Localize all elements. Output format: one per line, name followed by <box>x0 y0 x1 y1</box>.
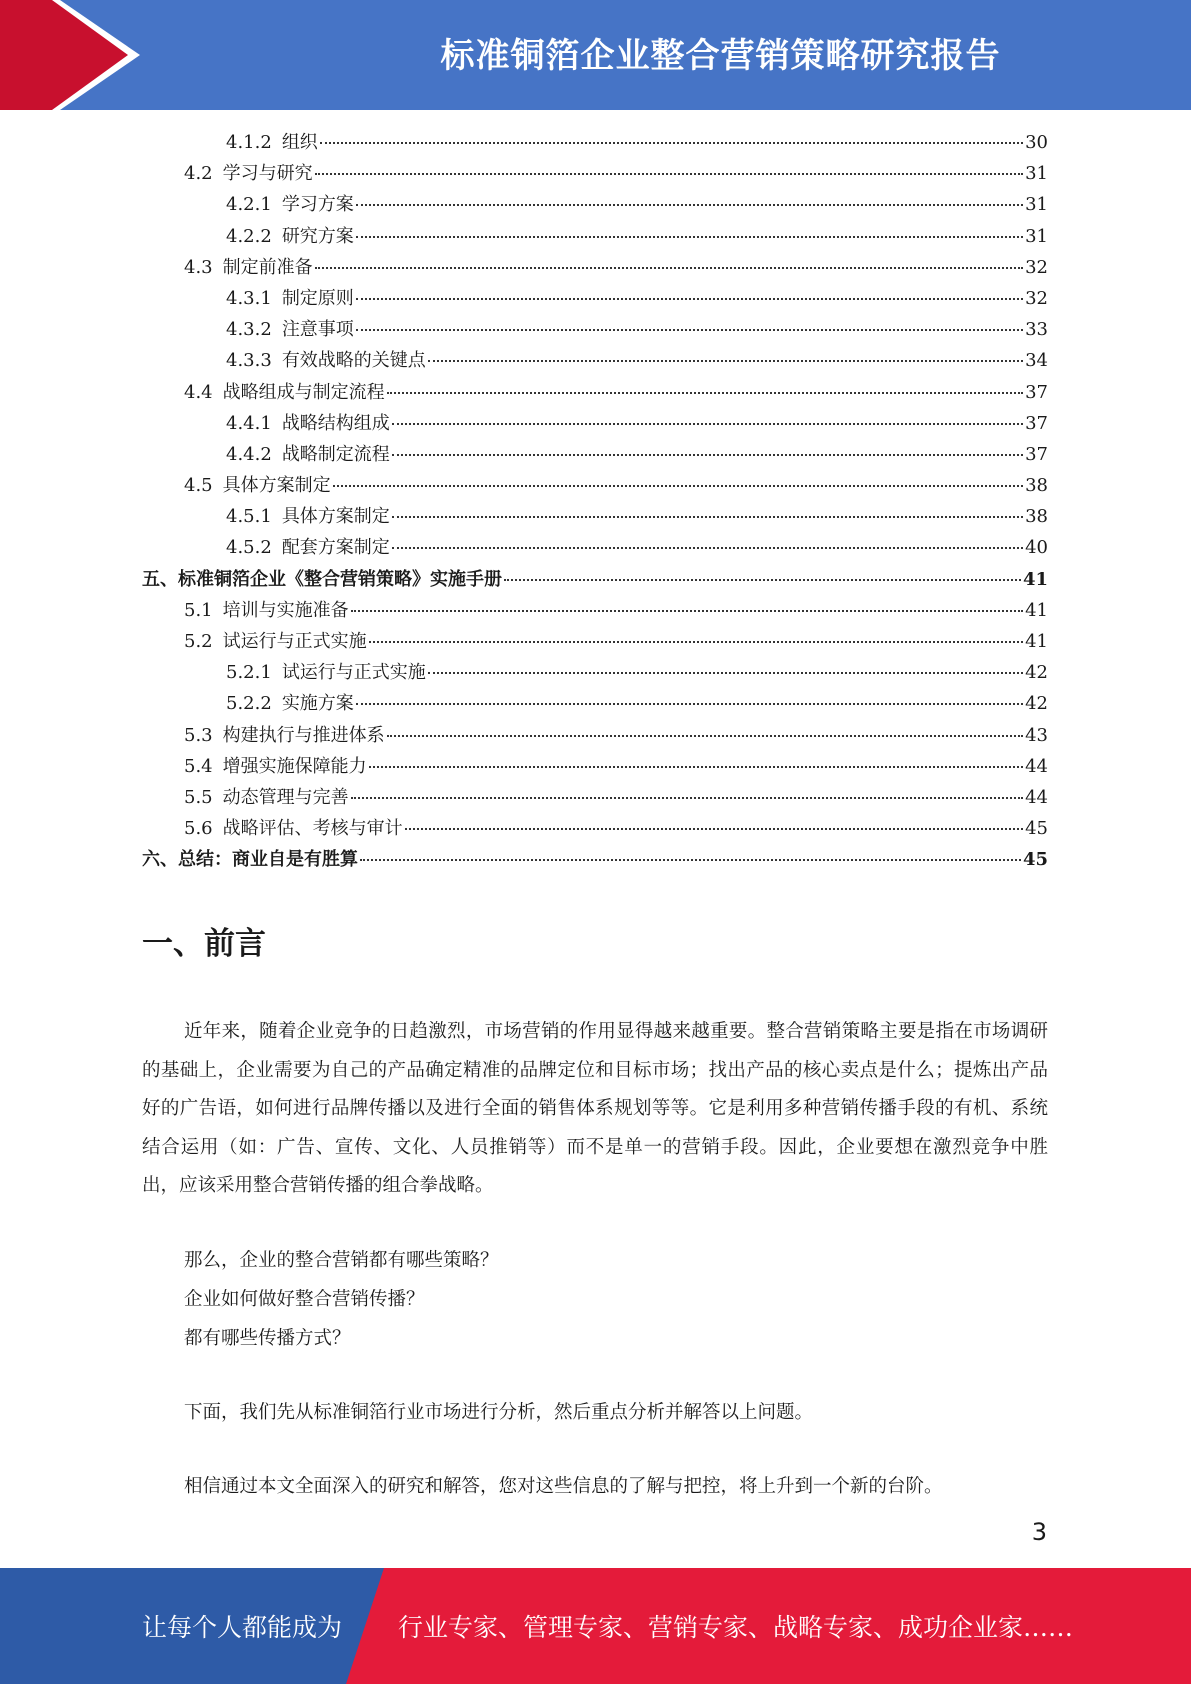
toc-entry-number: 4.5 <box>184 475 213 497</box>
toc-entry-title: 制定前准备 <box>222 256 313 278</box>
toc-entry-title: 注意事项 <box>281 319 354 341</box>
toc-entry-title: 具体方案制定 <box>281 506 390 528</box>
toc-leader-dots <box>356 329 1023 331</box>
intro-paragraph: 近年来，随着企业竞争的日趋激烈，市场营销的作用显得越来越重要。整合营销策略主要是指在市场调研的基础上，企业需要为自己的产品确定精准的品牌定位和目标市场；找出产品的核心卖点是什么；提炼出产品好的广告语，如何进行品牌传播以及进行全面的销售体系规划等等。它是利用多种营销传播手段的有机、系统结合运用（如：广告、宣传、文化、人员推销等）而不是单一的营销手段。因此，企业要想在激烈竞争中胜出，应该采用整合营销传播的组合拳战略。 <box>142 1021 1048 1196</box>
toc-entry-title: 增强实施保障能力 <box>222 755 367 777</box>
toc-leader-dots <box>351 610 1023 612</box>
toc-entry-page: 43 <box>1025 724 1048 746</box>
toc-leader-dots <box>333 485 1023 487</box>
toc-entry-title: 配套方案制定 <box>281 537 390 559</box>
toc-leader-dots <box>369 641 1023 643</box>
toc-entry-number: 5.3 <box>184 724 213 746</box>
toc-entry-number: 5.5 <box>184 786 213 808</box>
toc-entry-page: 37 <box>1025 412 1048 434</box>
toc-entry-number: 4.2 <box>184 163 213 185</box>
toc-leader-dots <box>356 298 1023 300</box>
toc-entry-page: 31 <box>1025 225 1048 247</box>
toc-entry-number: 4.3.2 <box>226 319 272 341</box>
toc-entry-title: 战略评估、考核与审计 <box>222 818 403 840</box>
toc-entry-page: 41 <box>1025 599 1048 621</box>
toc-entry-title: 学习与研究 <box>222 163 313 185</box>
toc-leader-dots <box>351 797 1023 799</box>
toc-entry-title: 制定原则 <box>281 287 354 309</box>
toc-entry-page: 45 <box>1022 849 1048 871</box>
toc-entry[interactable] <box>142 346 1048 377</box>
toc-leader-dots <box>356 204 1023 206</box>
toc-entry-title: 战略组成与制定流程 <box>222 381 385 403</box>
toc-entry[interactable] <box>142 471 1048 502</box>
toc-entry-number: 4.4.2 <box>226 443 272 465</box>
toc-entry[interactable] <box>142 440 1048 471</box>
report-title: 标准铜箔企业整合营销策略研究报告 <box>440 35 1001 76</box>
toc-entry[interactable] <box>142 378 1048 409</box>
toc-entry-page: 34 <box>1025 350 1048 372</box>
toc-leader-dots <box>320 142 1023 144</box>
toc-leader-dots <box>428 360 1023 362</box>
footer-banner <box>0 1568 1191 1684</box>
toc-entry-page: 30 <box>1025 132 1048 153</box>
toc-leader-dots <box>392 454 1023 456</box>
toc-leader-dots <box>428 672 1023 674</box>
toc-leader-dots <box>356 703 1023 705</box>
toc-entry-page: 40 <box>1025 537 1048 559</box>
toc-entry-page: 32 <box>1025 287 1048 309</box>
question-2: 企业如何做好整合营销传播？ <box>184 1289 425 1310</box>
table-of-contents <box>142 128 1048 877</box>
toc-entry-title: 动态管理与完善 <box>222 786 349 808</box>
toc-entry[interactable] <box>142 752 1048 783</box>
toc-entry-number: 5.4 <box>184 755 213 777</box>
toc-entry-page: 45 <box>1025 818 1048 840</box>
question-1: 那么，企业的整合营销都有哪些策略？ <box>184 1250 499 1271</box>
toc-entry-title: 五、标准铜箔企业《整合营销策略》实施手册 <box>142 568 502 590</box>
analysis-paragraph: 下面，我们先从标准铜箔行业市场进行分析，然后重点分析并解答以上问题。 <box>184 1402 814 1423</box>
toc-entry-page: 42 <box>1025 693 1048 715</box>
toc-entry-page: 44 <box>1025 786 1048 808</box>
toc-entry[interactable] <box>142 565 1048 596</box>
toc-leader-dots <box>392 547 1023 549</box>
toc-leader-dots <box>504 579 1021 581</box>
toc-leader-dots <box>387 735 1023 737</box>
toc-entry[interactable] <box>142 190 1048 221</box>
toc-entry[interactable] <box>142 159 1048 190</box>
toc-leader-dots <box>405 828 1023 830</box>
toc-entry-page: 41 <box>1025 631 1048 652</box>
header-banner <box>0 0 1191 110</box>
conclusion-paragraph: 相信通过本文全面深入的研究和解答，您对这些信息的了解与把控，将上升到一个新的台阶。 <box>184 1476 943 1497</box>
toc-entry-number: 5.2 <box>184 631 213 652</box>
toc-entry[interactable] <box>142 284 1048 315</box>
toc-entry[interactable] <box>142 533 1048 564</box>
toc-entry-title: 战略制定流程 <box>281 443 390 465</box>
toc-entry[interactable] <box>142 627 1048 658</box>
page-number: 3 <box>1031 1518 1047 1546</box>
toc-leader-dots <box>315 267 1023 269</box>
toc-entry-number: 4.2.2 <box>226 225 272 247</box>
toc-entry-page: 44 <box>1025 755 1048 777</box>
toc-entry-page: 31 <box>1025 163 1048 185</box>
toc-leader-dots <box>392 423 1023 425</box>
toc-entry-page: 41 <box>1022 568 1048 590</box>
toc-entry-title: 试运行与正式实施 <box>222 631 367 652</box>
toc-leader-dots <box>356 236 1023 238</box>
question-3: 都有哪些传播方式？ <box>184 1328 351 1349</box>
toc-entry[interactable] <box>142 783 1048 814</box>
toc-leader-dots <box>392 516 1023 518</box>
toc-entry[interactable] <box>142 502 1048 533</box>
toc-entry[interactable] <box>142 689 1048 720</box>
header-chevron-icon <box>0 0 160 110</box>
toc-entry-title: 研究方案 <box>281 225 354 247</box>
section-heading: 一、前言 <box>142 926 266 962</box>
toc-entry-title: 有效战略的关键点 <box>281 350 426 372</box>
toc-entry[interactable] <box>142 596 1048 627</box>
toc-entry-page: 42 <box>1025 662 1048 684</box>
toc-entry-number: 4.3 <box>184 256 213 278</box>
toc-entry-page: 38 <box>1025 475 1048 497</box>
toc-leader-dots <box>315 173 1023 175</box>
toc-entry[interactable] <box>142 814 1048 845</box>
toc-entry-number: 4.4 <box>184 381 213 403</box>
toc-entry-number: 4.4.1 <box>226 412 272 434</box>
toc-entry-number: 4.5.2 <box>226 537 272 559</box>
toc-entry-title: 试运行与正式实施 <box>281 662 426 684</box>
toc-entry[interactable] <box>142 721 1048 752</box>
toc-entry-number: 4.1.2 <box>226 132 272 153</box>
toc-entry[interactable] <box>142 128 1048 159</box>
toc-leader-dots <box>369 766 1023 768</box>
toc-leader-dots <box>387 392 1023 394</box>
toc-entry[interactable] <box>142 253 1048 284</box>
toc-entry-title: 培训与实施准备 <box>222 599 349 621</box>
toc-entry-number: 4.3.1 <box>226 287 272 309</box>
toc-entry-number: 5.2.2 <box>226 693 272 715</box>
toc-entry-number: 4.3.3 <box>226 350 272 372</box>
footer-slogan-left: 让每个人都能成为 <box>142 1613 343 1642</box>
toc-entry[interactable] <box>142 658 1048 689</box>
toc-entry-title: 具体方案制定 <box>222 475 331 497</box>
toc-entry-page: 31 <box>1025 194 1048 216</box>
toc-entry[interactable] <box>142 845 1048 876</box>
toc-leader-dots <box>360 859 1021 861</box>
toc-entry[interactable] <box>142 315 1048 346</box>
toc-entry-page: 37 <box>1025 443 1048 465</box>
toc-entry-page: 33 <box>1025 319 1048 341</box>
toc-entry-page: 32 <box>1025 256 1048 278</box>
toc-entry-title: 实施方案 <box>281 693 354 715</box>
toc-entry[interactable] <box>142 409 1048 440</box>
toc-entry-number: 4.2.1 <box>226 194 272 216</box>
toc-entry-number: 5.1 <box>184 599 213 621</box>
toc-entry-title: 六、总结：商业自是有胜算 <box>142 849 358 871</box>
toc-entry-title: 构建执行与推进体系 <box>222 724 385 746</box>
toc-entry-page: 37 <box>1025 381 1048 403</box>
footer-slogan-right: 行业专家、管理专家、营销专家、战略专家、成功企业家…… <box>398 1613 1074 1642</box>
toc-entry-number: 5.2.1 <box>226 662 272 684</box>
toc-entry[interactable] <box>142 222 1048 253</box>
toc-entry-title: 战略结构组成 <box>281 412 390 434</box>
toc-entry-page: 38 <box>1025 506 1048 528</box>
toc-entry-number: 4.5.1 <box>226 506 272 528</box>
toc-entry-title: 组织 <box>281 132 318 153</box>
toc-entry-number: 5.6 <box>184 818 213 840</box>
toc-entry-title: 学习方案 <box>281 194 354 216</box>
